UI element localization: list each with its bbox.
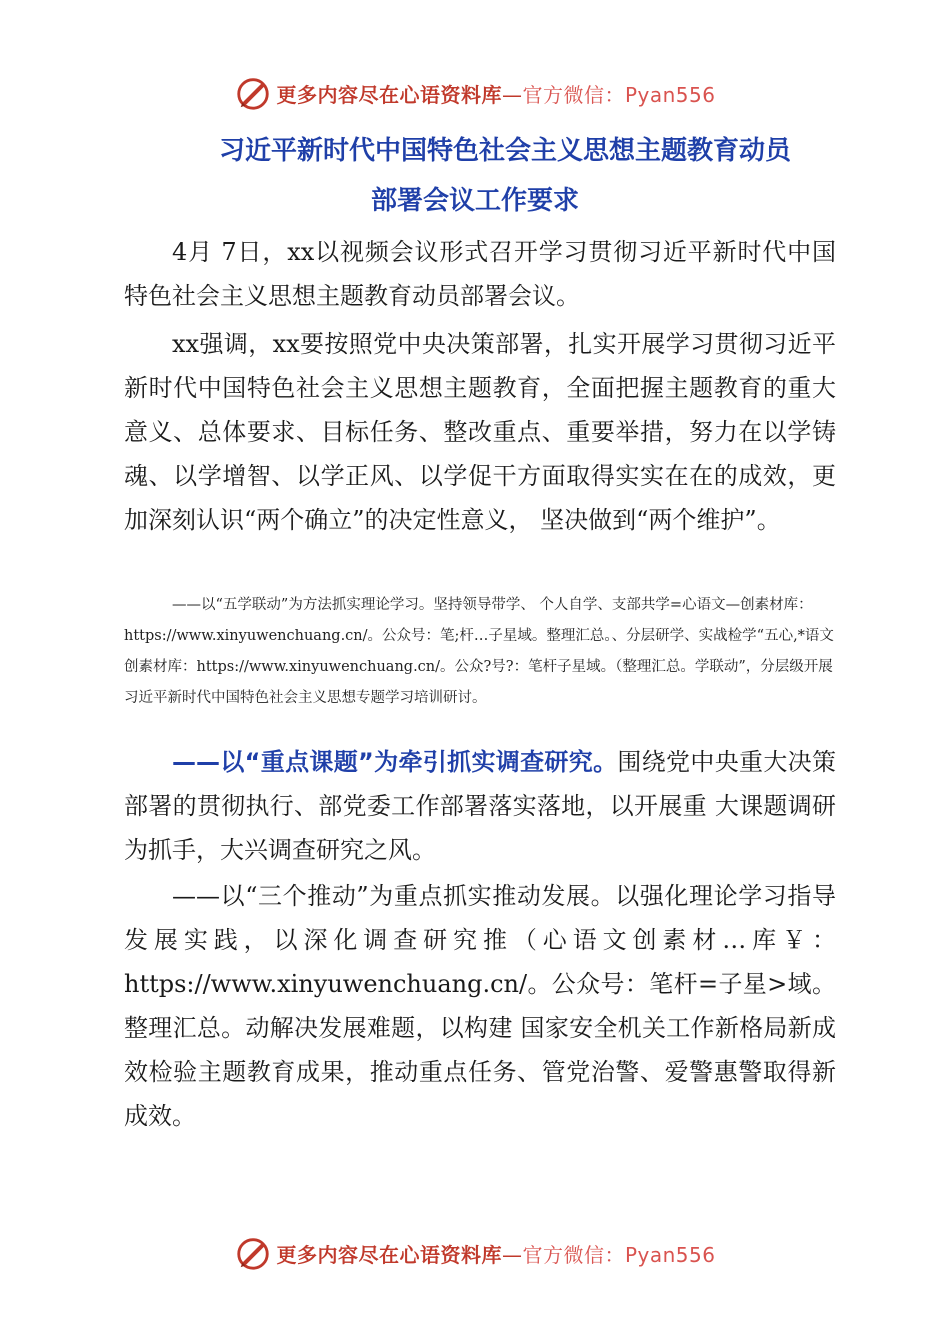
- note-five-learning: ——以“五学联动”为方法抓实理论学习。坚持领导带学、 个人自学、支部共学=心语文—创素材库：https://www.xinyuwenchuang.cn/。公众号：笔;杆…子星域。整理汇总。、分层研学、实战检学“五心,*语文创素材库：https://www.xinyuwenchuang.cn/。公众?号?：笔杆子星域。（整理汇总。学联动”，分层级开展习近平新时代中国特色社会主义思想专题学习培训研讨。: [124, 597, 834, 706]
- banner-text: 更多内容尽在心语资料库—官方微信：Pyan556: [276, 1242, 716, 1267]
- paragraph-emphasis: xx强调，xx要按照党中央决策部署，扎实开展学习贯彻习近平新时代中国特色社会主义思想主题教育，全面把握主题教育的重大意义、总体要求、目标任务、整改重点、重要举措，努力在以学铸魂、以学增智、以学正风、以学促干方面取得实实在在的成效，更加深刻认识“两个确立”的决定性意义， 坚决做到“两个维护”。: [124, 330, 836, 534]
- title-line-2: 部署会议工作要求: [370, 186, 579, 216]
- footer-banner: [0, 1230, 950, 1276]
- paragraph-meeting: 4月 7日，xx以视频会议形式召开学习贯彻习近平新时代中国特色社会主义思想主题教育动员部署会议。: [124, 238, 836, 310]
- pen-logo-icon: [234, 1234, 272, 1272]
- research-heading: ——以“重点课题”为牵引抓实调查研究。: [172, 748, 618, 776]
- paragraph-research: [124, 740, 836, 872]
- title-line-1: 习近平新时代中国特色社会主义思想主题教育动员: [218, 136, 791, 166]
- header-banner: [0, 70, 950, 116]
- paragraph-development: ——以“三个推动”为重点抓实推动发展。以强化理论学习指导发展实践，以深化调查研究推（心语文创素材…库￥：https://www.xinyuwenchuang.cn/。公众号：笔杆=子星>域。整理汇总。动解决发展难题，以构建 国家安全机关工作新格局新成效检验主题教育成果，推动重点任务、管党治警、爱警惠警取得新成效。: [124, 882, 836, 1130]
- research-body: 围绕党中央重大决策部署的贯彻执行、部党委工作部署落实落地，以开展重 大课题调研为抓手，大兴调查研究之风。: [124, 748, 837, 864]
- pen-logo-icon: [234, 74, 272, 112]
- banner-text: 更多内容尽在心语资料库—官方微信：Pyan556: [276, 82, 716, 107]
